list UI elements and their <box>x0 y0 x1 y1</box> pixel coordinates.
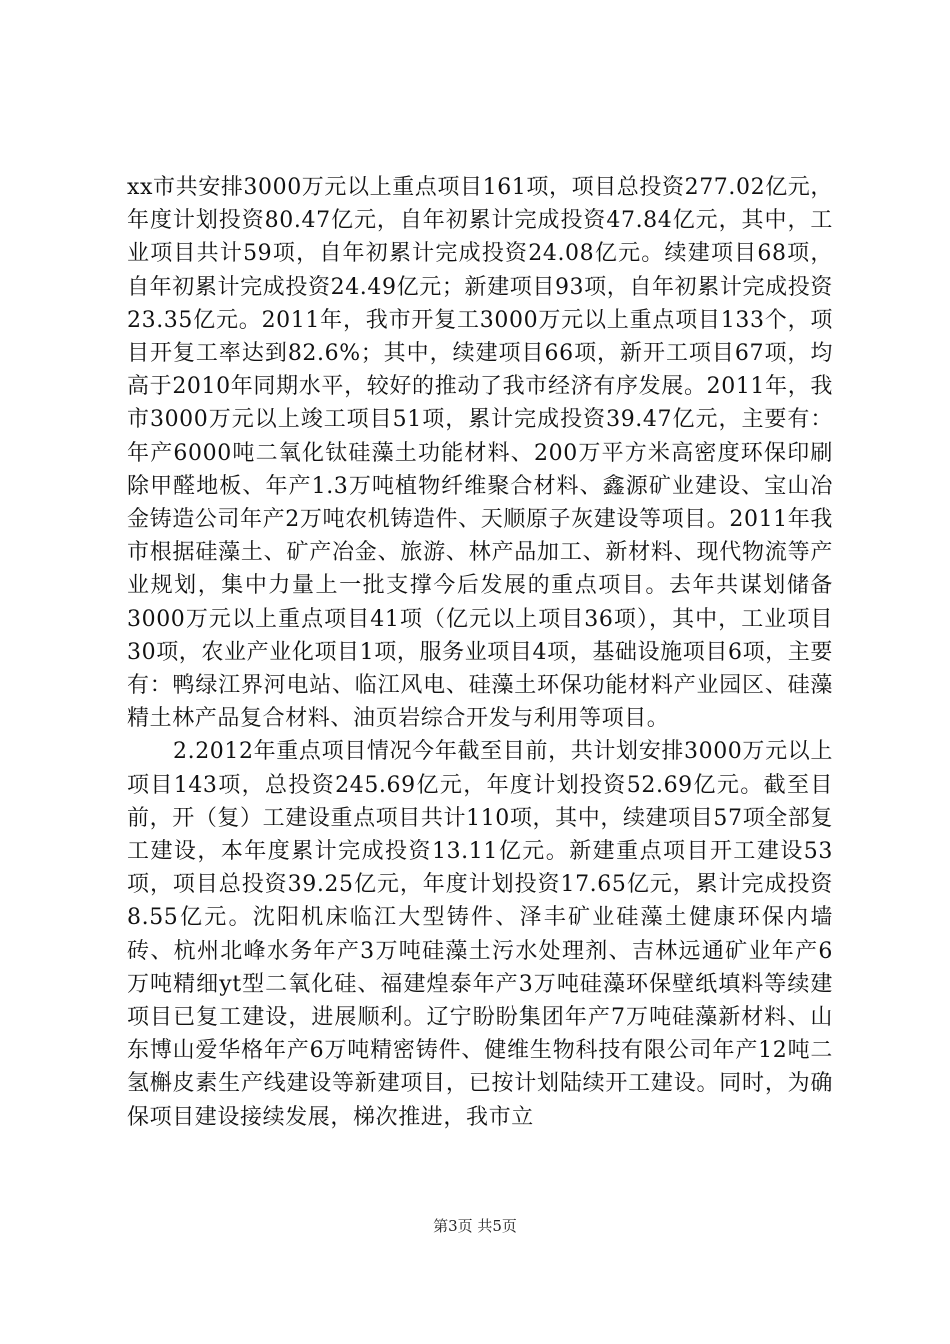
paragraph-2012-projects: 2.2012年重点项目情况今年截至目前，共计划安排3000万元以上项目143项，总投资245.69亿元，年度计划投资52.69亿元。截至目前，开（复）工建设重点项目共计110项，其中，续建项目57项全部复工建设，本年度累计完成投资13.11亿元。新建重点项目开工建设53项，项目总投资39.25亿元，年度计划投资17.65亿元，累计完成投资8.55亿元。沈阳机床临江大型铸件、泽丰矿业硅藻土健康环保内墙砖、杭州北峰水务年产3万吨硅藻土污水处理剂、吉林远通矿业年产6万吨精细yt型二氧化硅、福建煌泰年产3万吨硅藻环保壁纸填料等续建项目已复工建设，进展顺利。辽宁盼盼集团年产7万吨硅藻新材料、山东博山爱华格年产6万吨精密铸件、健维生物科技有限公司年产12吨二氢槲皮素生产线建设等新建项目，已按计划陆续开工建设。同时，为确保项目建设接续发展，梯次推进，我市立 <box>127 739 833 1130</box>
paragraph-2011-summary: xx市共安排3000万元以上重点项目161项，项目总投资277.02亿元，年度计划投资80.47亿元，自年初累计完成投资47.84亿元，其中，工业项目共计59项，自年初累计完成投资24.08亿元。续建项目68项，自年初累计完成投资24.49亿元；新建项目93项，自年初累计完成投资23.35亿元。2011年，我市开复工3000万元以上重点项目133个，项目开复工率达到82.6%；其中，续建项目66项，新开工项目67项，均高于2010年同期水平，较好的推动了我市经济有序发展。2011年，我市3000万元以上竣工项目51项，累计完成投资39.47亿元，主要有：年产6000吨二氧化钛硅藻土功能材料、200万平方米高密度环保印刷除甲醛地板、年产1.3万吨植物纤维聚合材料、鑫源矿业建设、宝山冶金铸造公司年产2万吨农机铸造件、天顺原子灰建设等项目。2011年我市根据硅藻土、矿产冶金、旅游、林产品加工、新材料、现代物流等产业规划，集中力量上一批支撑今后发展的重点项目。去年共谋划储备3000万元以上重点项目41项（亿元以上项目36项），其中，工业项目30项，农业产业化项目1项，服务业项目4项，基础设施项目6项，主要有：鸭绿江界河电站、临江风电、硅藻土环保功能材料产业园区、硅藻精土林产品复合材料、油页岩综合开发与利用等项目。 <box>127 175 833 732</box>
page-footer: 第3页 共5页 <box>433 1217 517 1235</box>
document-body <box>127 171 833 1134</box>
